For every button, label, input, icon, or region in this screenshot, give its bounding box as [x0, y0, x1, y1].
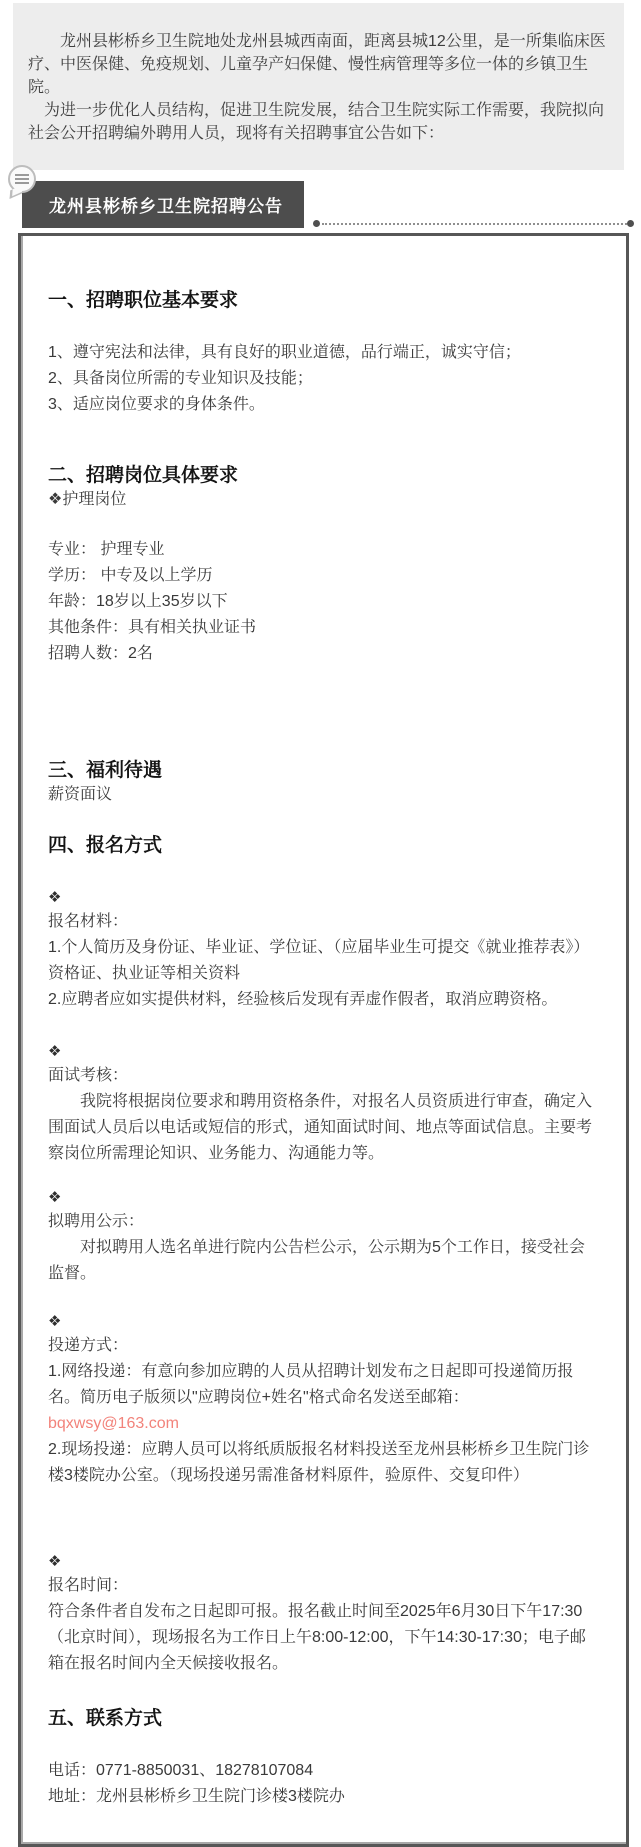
time-label: 报名时间：: [48, 1577, 129, 1594]
diamond-bullet-icon: ❖: [48, 1043, 62, 1060]
diamond-bullet-icon: ❖: [48, 1553, 62, 1570]
section-2-title: 二、招聘岗位具体要求: [48, 465, 239, 486]
diamond-bullet-icon: ❖: [48, 889, 62, 906]
section-5-title: 五、联系方式: [48, 1708, 163, 1729]
contact-phone: 电话：0771-8850031、18278107084: [48, 1762, 314, 1779]
delivery-online-line: 1.网络投递：有意向参加应聘的人员从招聘计划发布之日起即可投递简历报名。简历电子版须以"应聘岗位+姓名"格式命名发送至邮箱：: [48, 1363, 574, 1406]
time-paragraph: 符合条件者自发布之日起即可报。报名截止时间至2025年6月30日下午17:30（北京时间），现场报名为工作日上午8:00-12:00，下午14:30-17:30；电子邮箱在报名时间内全天候接收报名。: [48, 1603, 586, 1672]
job-field-other: 其他条件：具有相关执业证书: [48, 619, 257, 636]
job-field-age: 年龄：18岁以上35岁以下: [48, 593, 228, 610]
announcement-box: [18, 233, 629, 1847]
speech-bubble-icon: [8, 165, 36, 193]
banner-title: 龙州县彬桥乡卫生院招聘公告: [49, 197, 283, 216]
publicity-block: [48, 1187, 596, 1287]
post-name: ❖护理岗位: [48, 491, 127, 508]
job-field-education: 学历： 中专及以上学历: [48, 567, 213, 584]
delivery-block: [48, 1311, 596, 1489]
intro-panel: [13, 3, 624, 170]
requirement-item: 3、适应岗位要求的身体条件。: [48, 396, 265, 413]
materials-line-1: 1.个人简历及身份证、毕业证、学位证、（应届毕业生可提交《就业推荐表》）资格证、执业证等相关资料: [48, 939, 590, 982]
interview-block: [48, 1041, 596, 1167]
materials-label: 报名材料：: [48, 913, 129, 930]
delivery-onsite-line: 2.现场投递：应聘人员可以将纸质版报名材料投送至龙州县彬桥乡卫生院门诊楼3楼院办公室。（现场投递另需准备材料原件，验原件、交复印件）: [48, 1441, 590, 1484]
dotted-divider: [322, 223, 631, 225]
time-block: [48, 1551, 596, 1677]
requirement-item: 1、遵守宪法和法律，具有良好的职业道德，品行端正，诚实守信；: [48, 344, 521, 361]
contact-address: 地址：龙州县彬桥乡卫生院门诊楼3楼院办: [48, 1788, 345, 1805]
publicity-paragraph: 对拟聘用人选名单进行院内公告栏公示，公示期为5个工作日，接受社会监督。: [48, 1239, 585, 1282]
interview-label: 面试考核：: [48, 1067, 129, 1084]
banner-badge: [22, 181, 304, 228]
section-3-title: 三、福利待遇: [48, 760, 163, 781]
materials-line-2: 2.应聘者应如实提供材料，经验核后发现有弄虚作假者，取消应聘资格。: [48, 991, 558, 1008]
publicity-label: 拟聘用公示：: [48, 1213, 145, 1230]
requirement-item: 2、具备岗位所需的专业知识及技能；: [48, 370, 313, 387]
job-field-major: 专业： 护理专业: [48, 541, 165, 558]
job-field-headcount: 招聘人数：2名: [48, 645, 153, 662]
intro-paragraph-1: 龙州县彬桥乡卫生院地处龙州县城西南面，距离县城12公里，是一所集临床医疗、中医保健、免疫规划、儿童孕产妇保健、慢性病管理等多位一体的乡镇卫生院。: [28, 33, 606, 96]
diamond-bullet-icon: ❖: [48, 1313, 62, 1330]
section-1-title: 一、招聘职位基本要求: [48, 290, 239, 311]
interview-paragraph: 我院将根据岗位要求和聘用资格条件，对报名人员资质进行审查，确定入围面试人员后以电话或短信的形式，通知面试时间、地点等面试信息。主要考察岗位所需理论知识、业务能力、沟通能力等。: [48, 1093, 593, 1162]
announcement-banner: [22, 184, 633, 228]
email-link[interactable]: bqxwsy@163.com: [48, 1415, 179, 1432]
diamond-bullet-icon: ❖: [48, 1189, 62, 1206]
section-4-title: 四、报名方式: [48, 835, 163, 856]
intro-paragraph-2: 为进一步优化人员结构，促进卫生院发展，结合卫生院实际工作需要，我院拟向社会公开招聘编外聘用人员，现将有关招聘事宜公告如下：: [28, 102, 605, 142]
materials-block: [48, 887, 596, 1013]
salary-note: 薪资面议: [48, 786, 113, 803]
delivery-label: 投递方式：: [48, 1337, 129, 1354]
